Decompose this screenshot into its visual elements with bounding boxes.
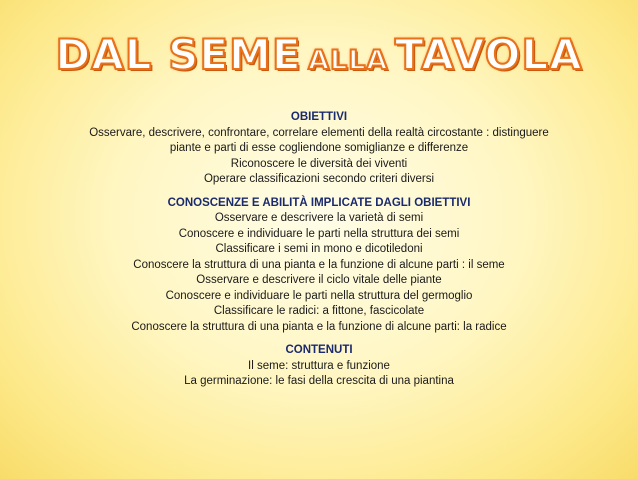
conoscenze-line: Conoscere e individuare le parti nella struttura dei semi [178,227,460,240]
conoscenze-line: Osservare e descrivere la varietà di semi [214,212,424,224]
obiettivi-line: piante e parti di esse cogliendone somiglianze e differenze [169,142,469,154]
slide-title [0,30,638,79]
slide-body [0,110,638,390]
contenuti-section [0,343,638,390]
obiettivi-line: Operare classificazioni secondo criteri diversi [203,173,435,185]
obiettivi-line: Riconoscere le diversità dei viventi [230,157,408,170]
obiettivi-line: Osservare, descrivere, confrontare, correlare elementi della realtà circostante : distinguere [89,126,549,139]
obiettivi-heading: OBIETTIVI [290,111,348,123]
conoscenze-line: Conoscere la struttura di una pianta e la funzione di alcune parti : il seme [133,258,505,271]
contenuti-line: Il seme: struttura e funzione [248,359,390,372]
conoscenze-line: Conoscere la struttura di una pianta e la funzione di alcune parti: la radice [131,320,507,333]
conoscenze-heading: CONOSCENZE E ABILITÀ IMPLICATE DAGLI OBIETTIVI [167,196,471,209]
title-part3: TAVOLA [394,30,583,79]
contenuti-line: La germinazione: le fasi della crescita di una piantina [184,375,454,387]
title-part1: DAL SEME [55,30,302,79]
obiettivi-section [0,110,638,188]
conoscenze-line: Osservare e descrivere il ciclo vitale delle piante [196,274,442,286]
conoscenze-line: Conoscere e individuare le parti nella struttura del germoglio [165,289,473,302]
title-part2: ALLA [308,45,389,76]
conoscenze-section [0,196,638,336]
conoscenze-line: Classificare i semi in mono e dicotiledoni [215,243,423,255]
contenuti-heading: CONTENUTI [285,344,353,356]
conoscenze-line: Classificare le radici: a fittone, fascicolate [213,305,425,317]
